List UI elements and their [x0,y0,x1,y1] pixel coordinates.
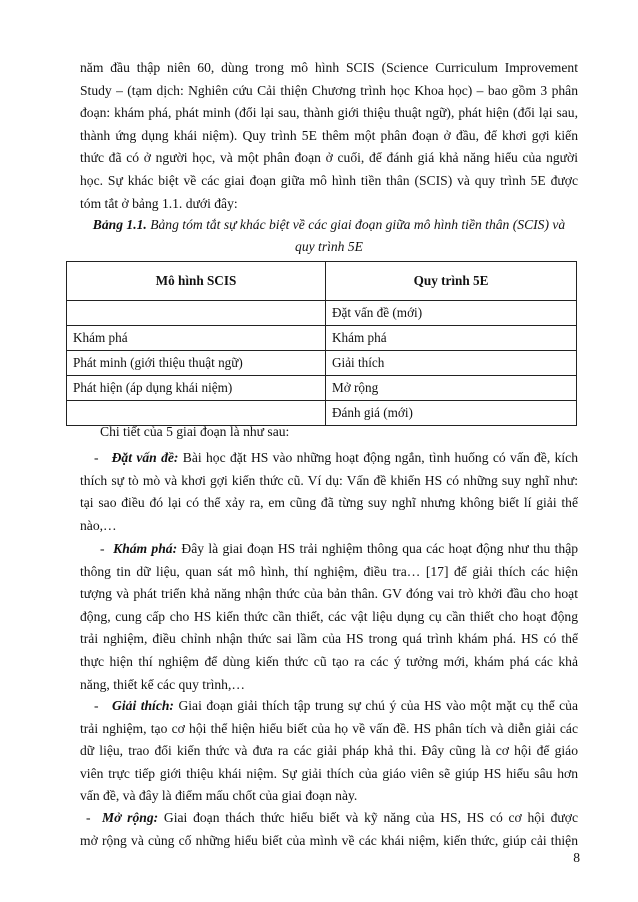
stage-term: Đặt vấn đề: [111,450,179,465]
stage-term: Mở rộng: [102,810,159,825]
table-header-row [67,262,577,301]
caption-line-2: quy trình 5E [295,239,363,254]
table-cell: Đặt vấn đề (mới) [326,301,577,326]
text-line: thực hiện thí nghiệm để dùng kiến thức cũ tạo ra các ý tưởng mới, khám phá các khả [80,653,578,669]
table-cell [67,301,326,326]
stage-dat-van-de [80,447,578,537]
table-cell: Khám phá [326,326,577,351]
stage-first-line: - Khám phá: Đây là giai đoạn HS trải nghiệm thông qua các hoạt động như thu thập [100,541,578,556]
intro-paragraph [80,57,578,215]
caption-label: Bảng 1.1. [92,217,147,232]
text-line: trải nghiệm, điều chỉnh nhận thức sai lầm của HS trong quá trình khám phá. HS có thể [80,631,578,647]
text-line: dữ liệu, trao đổi kiến thức và đưa ra các giải pháp khả thi. Đây cũng là cơ hội để giáo [80,743,578,759]
stage-mo-rong [80,807,578,852]
table-cell: Phát hiện (áp dụng khái niệm) [67,376,326,401]
comparison-table [66,261,577,426]
text-line: viên trực tiếp giới thiệu khái niệm. Sự giải thích của giáo viên sẽ giúp HS hiểu sâu hơn [80,765,578,781]
stage-first-line: - Đặt vấn đề: Bài học đặt HS vào những hoạt động ngắn, tình huống có vấn đề, kích [94,450,578,465]
caption-line-1 [80,214,578,236]
text-line: thành ứng dụng khái niệm). Quy trình 5E thêm một phân đoạn ở đầu, để khơi gợi kiến [80,127,578,143]
column-header-5e: Quy trình 5E [326,262,577,301]
table-cell: Giải thích [326,351,577,376]
stage-kham-pha [80,538,578,696]
text-line: học. Sự khác biệt về các giai đoạn giữa mô hình tiền thân (SCIS) và quy trình 5E được [80,172,578,188]
text-line: mở rộng và củng cố những hiểu biết của mình về các khái niệm, kiến thức, giúp cải thiện [80,832,578,848]
text-line: nào,… [80,517,117,533]
table-row [67,301,577,326]
table-caption [80,214,578,258]
stage-first-line: - Mở rộng: Giai đoạn thách thức hiểu biết và kỹ năng của HS, HS có cơ hội được [86,810,578,825]
stage-term: Giải thích: [112,698,174,713]
text-line: vấn đề, và đây là điểm mấu chốt của giai đoạn này. [80,788,358,804]
caption-text: Bảng tóm tắt sự khác biệt về các giai đoạn giữa mô hình tiền thân (SCIS) và [150,217,566,232]
text-line: tượng và phát triển khả năng nhận thức của bản thân. GV đóng vai trò khởi đầu cho hoạt [80,586,578,602]
text-line: thông tin dữ liệu, quan sát mô hình, thí nghiệm, điều tra… [17] để giải thích các hiện [80,563,578,579]
table-row [67,351,577,376]
table-row [67,326,577,351]
table-cell: Mở rộng [326,376,577,401]
text-line: năng, thiết kế các quy trình,… [80,676,245,692]
table-cell: Phát minh (giới thiệu thuật ngữ) [67,351,326,376]
text-line: đoạn: khám phá, phát minh (đổi lại sau, thành giới thiệu thuật ngữ), phát hiện (đổi lại sau, [80,105,578,121]
text-line: động, cung cấp cho HS kiến thức cần thiết, các vật liệu dụng cụ cần thiết cho hoạt động [80,608,578,624]
column-header-scis: Mô hình SCIS [67,262,326,301]
stage-first-line: - Giải thích: Giai đoạn giải thích tập trung sự chú ý của HS vào một mặt cụ thể của [94,698,578,713]
page-number: 8 [573,850,580,865]
text-line: thức đã có ở người học, và một phân đoạn ở cuối, để đánh giá khả năng hiểu của người [80,150,578,166]
text-line: tóm tắt ở bảng 1.1. dưới đây: [80,195,238,211]
table-cell: Đánh giá (mới) [326,401,577,426]
stage-term: Khám phá: [113,541,178,556]
stage-giai-thich [80,695,578,808]
text-line: Study – (tạm dịch: Nghiên cứu Cải thiện Chương trình học Khoa học) – bao gồm 3 phân [80,82,578,98]
text-line: thích sự tò mò và khơi gợi kiến thức cũ. Ví dụ: Vấn đề khiến HS có những suy nghĩ như: [80,472,578,488]
table-cell: Khám phá [67,326,326,351]
text-line: năm đầu thập niên 60, dùng trong mô hình SCIS (Science Curriculum Improvement [80,60,578,75]
text-line: tại sao điều đó lại có thể xảy ra, em cũng đã từng suy nghĩ nhưng không biết lí giải thế [80,495,578,511]
details-intro: Chi tiết của 5 giai đoạn là như sau: [100,424,290,439]
table-row [67,376,577,401]
text-line: trải nghiệm, tạo cơ hội thể hiện hiểu biết của họ về vấn đề. HS phân tích và diễn giải các [80,720,578,736]
